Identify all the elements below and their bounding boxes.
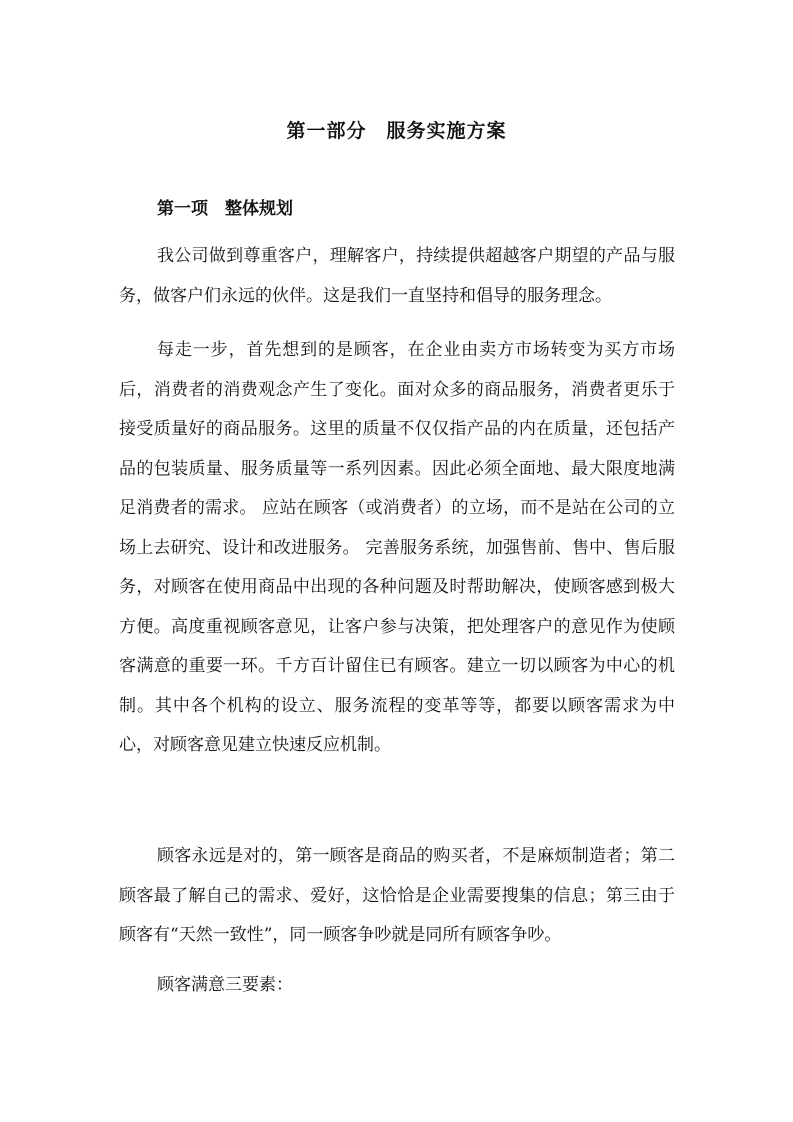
paragraph-customer-always-right: 顾客永远是对的，第一顾客是商品的购买者，不是麻烦制造者；第二顾客最了解自己的需求、爱好，这恰恰是企业需要搜集的信息；第三由于顾客有“天然一致性”，同一顾客争吵就是同所有顾客争吵。: [119, 846, 675, 945]
paragraph-service-philosophy: 我公司做到尊重客户，理解客户，持续提供超越客户期望的产品与服务，做客户们永远的伙伴。这是我们一直坚持和倡导的服务理念。: [119, 246, 675, 306]
section-heading: 第一项 整体规划: [157, 199, 293, 219]
page-title: 第一部分 服务实施方案: [286, 120, 507, 142]
paragraph-satisfaction-elements: 顾客满意三要素：: [157, 975, 293, 995]
paragraph-customer-first: 每走一步，首先想到的是顾客，在企业由卖方市场转变为买方市场后，消费者的消费观念产生了变化。面对众多的商品服务，消费者更乐于接受质量好的商品服务。这里的质量不仅仅指产品的内在质量，还包括产品的包装质量、服务质量等一系列因素。因此必须全面地、最大限度地满足消费者的需求。 应站在顾客（或消费者）的立场，而不是站在公司的立场上去研究、设计和改进服务。 完善服务系统，加强售前、售中、售后服务，对顾客在使用商品中出现的各种问题及时帮助解决，使顾客感到极大方便。高度重视顾客意见，让客户参与决策，把处理客户的意见作为使顾客满意的重要一环。千方百计留住已有顾客。建立一切以顾客为中心的机制。其中各个机构的设立、服务流程的变革等等，都要以顾客需求为中心，对顾客意见建立快速反应机制。: [119, 340, 675, 755]
